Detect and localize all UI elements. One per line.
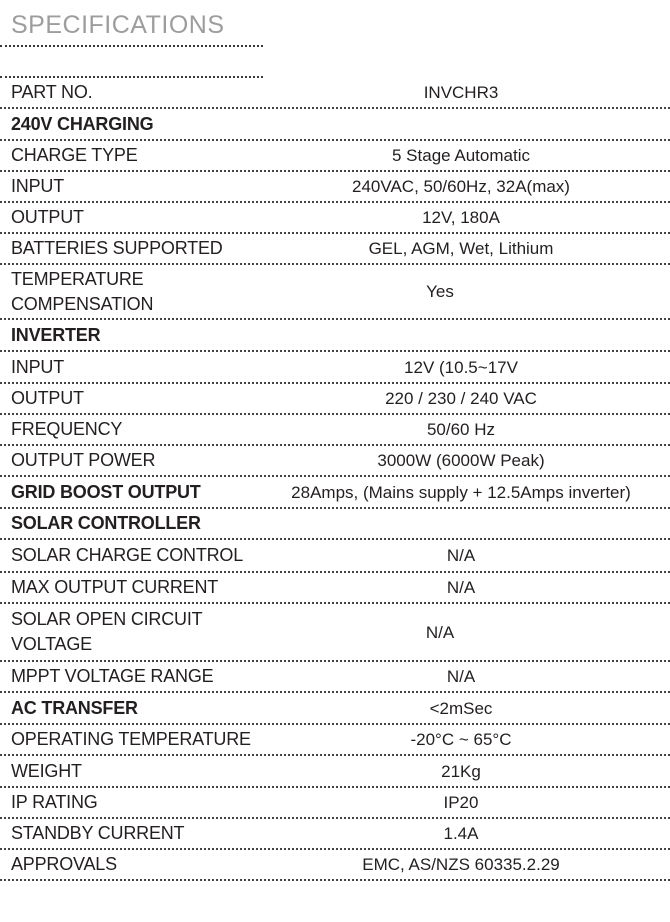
- spec-value: -20°C ~ 65°C: [410, 730, 512, 749]
- spec-label: AC TRANSFER: [11, 697, 138, 718]
- spec-label: GRID BOOST OUTPUT: [11, 481, 201, 502]
- spec-label: WEIGHT: [11, 760, 82, 781]
- spec-label: OUTPUT: [11, 207, 84, 227]
- spec-value: N/A: [446, 546, 476, 565]
- spec-value: INVCHR3: [423, 83, 499, 102]
- spec-row: [0, 352, 670, 384]
- specifications-table: [0, 78, 670, 881]
- spec-row: [0, 540, 670, 573]
- spec-label: OUTPUT POWER: [11, 450, 156, 470]
- spec-label: OUTPUT: [11, 388, 84, 408]
- spec-label: INPUT: [11, 176, 65, 196]
- page-title: SPECIFICATIONS: [11, 11, 225, 39]
- spec-label: BATTERIES SUPPORTED: [11, 238, 223, 258]
- spec-row: [0, 78, 670, 109]
- spec-value: 240VAC, 50/60Hz, 32A(max): [352, 177, 570, 196]
- spec-row: [0, 203, 670, 234]
- spec-value: 12V (10.5~17V: [404, 357, 518, 377]
- title-divider: [0, 45, 263, 47]
- section-row: [0, 477, 670, 509]
- spec-label: CHARGE TYPE: [11, 145, 138, 165]
- spec-row: [0, 604, 670, 662]
- spec-row: [0, 725, 670, 756]
- spec-row: [0, 265, 670, 320]
- spec-value: EMC, AS/NZS 60335.2.29: [362, 855, 560, 874]
- section-row: [0, 693, 670, 725]
- spec-row: [0, 234, 670, 265]
- spec-row: [0, 415, 670, 446]
- spec-row: [0, 573, 670, 604]
- spec-value: N/A: [446, 667, 476, 686]
- section-row: [0, 509, 670, 540]
- spec-label: MAX OUTPUT CURRENT: [11, 577, 219, 597]
- spec-value: 1.4A: [443, 824, 479, 843]
- spec-value: GEL, AGM, Wet, Lithium: [368, 239, 554, 258]
- spec-label: SOLAR OPEN CIRCUIT VOLTAGE: [11, 609, 203, 654]
- spec-value: N/A: [425, 622, 455, 642]
- spec-row: [0, 850, 670, 881]
- spec-label: APPROVALS: [11, 854, 117, 874]
- spec-value: 12V, 180A: [422, 208, 500, 227]
- spec-value: 3000W (6000W Peak): [377, 451, 545, 470]
- section-row: [0, 320, 670, 352]
- spec-value: 21Kg: [441, 761, 481, 781]
- spec-label: TEMPERATURE COMPENSATION: [11, 268, 154, 314]
- spec-label: PART NO.: [11, 82, 93, 102]
- spec-label: INVERTER: [11, 324, 101, 345]
- spec-row: [0, 384, 670, 415]
- spec-row: [0, 446, 670, 477]
- spec-row: [0, 788, 670, 819]
- spec-label: SOLAR CONTROLLER: [11, 513, 201, 533]
- spec-value: IP20: [443, 793, 479, 812]
- section-row: [0, 109, 670, 141]
- spec-value: Yes: [426, 282, 454, 301]
- spec-value: 28Amps, (Mains supply + 12.5Amps inverter): [291, 482, 631, 502]
- spec-label: 240V CHARGING: [11, 113, 154, 134]
- spec-label: OPERATING TEMPERATURE: [11, 729, 251, 749]
- spec-value: 5 Stage Automatic: [392, 146, 530, 165]
- spec-value: N/A: [446, 578, 476, 597]
- spec-label: IP RATING: [11, 792, 98, 812]
- spec-label: MPPT VOLTAGE RANGE: [11, 666, 214, 686]
- spec-label: SOLAR CHARGE CONTROL: [11, 545, 244, 565]
- spec-row: [0, 172, 670, 203]
- spec-row: [0, 756, 670, 788]
- spec-value: 50/60 Hz: [426, 420, 496, 439]
- spec-row: [0, 819, 670, 850]
- spec-label: STANDBY CURRENT: [11, 823, 185, 843]
- spec-value: <2mSec: [429, 698, 493, 718]
- spec-row: [0, 141, 670, 172]
- spec-row: [0, 662, 670, 693]
- spec-value: 220 / 230 / 240 VAC: [385, 389, 537, 408]
- spec-label: INPUT: [11, 356, 65, 377]
- spec-label: FREQUENCY: [11, 419, 123, 439]
